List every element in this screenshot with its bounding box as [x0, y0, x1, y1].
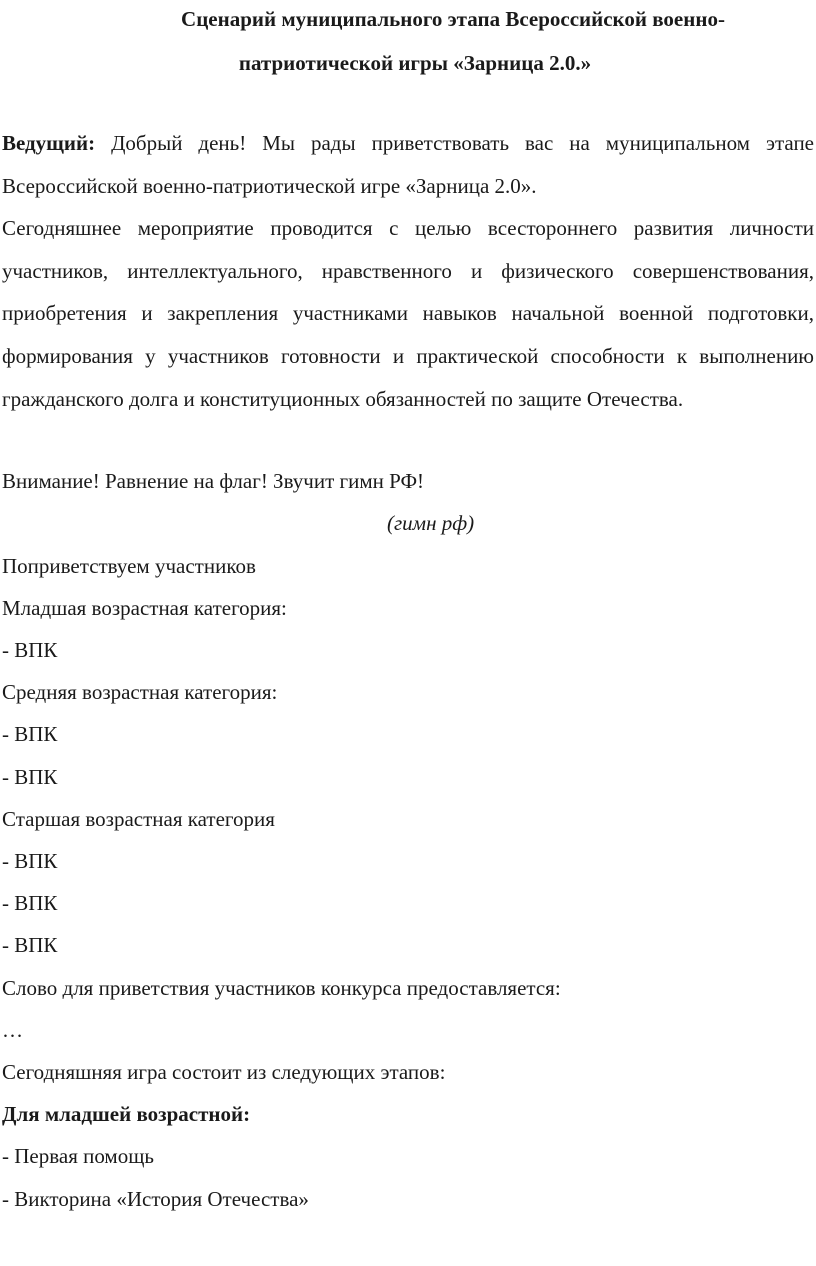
junior-category: Младшая возрастная категория:	[2, 595, 287, 620]
list-item: - ВПК	[2, 891, 58, 916]
blank-line	[2, 84, 814, 122]
list-item: - ВПК	[2, 764, 58, 789]
ellipsis-line: …	[2, 1017, 23, 1042]
middle-category: Средняя возрастная категория:	[2, 680, 278, 705]
title-line-1: Сценарий муниципального этапа Всероссийской военно-	[181, 7, 725, 31]
list-item: - Первая помощь	[2, 1144, 154, 1169]
host-paragraph	[2, 122, 814, 207]
anthem-note: (гимн рф)	[387, 511, 475, 536]
blank-line	[2, 420, 814, 460]
junior-stages-heading: Для младшей возрастной:	[2, 1102, 251, 1127]
document-title	[2, 0, 814, 84]
list-item: - ВПК	[2, 933, 58, 958]
host-label: Ведущий:	[2, 131, 96, 155]
list-item: - ВПК	[2, 848, 58, 873]
stages-intro: Сегодняшняя игра состоит из следующих этапов:	[2, 1060, 446, 1084]
greet-line: Поприветствуем участников	[2, 553, 256, 578]
speech-line: Слово для приветствия участников конкурса предоставляется:	[2, 975, 561, 1000]
list-item: - ВПК	[2, 637, 58, 662]
list-item: - ВПК	[2, 722, 58, 747]
senior-category: Старшая возрастная категория	[2, 806, 275, 831]
attention-line: Внимание! Равнение на флаг! Звучит гимн РФ!	[2, 469, 425, 494]
purpose-paragraph: Сегодняшнее мероприятие проводится с целью всестороннего развития личности участников, интеллектуального, нравственного и физического совершенствования, приобретения и закрепления участниками навыков начальной военной подготовки, формирования у участников готовности и практической способности к выполнению гражданского долга и конституционных обязанностей по защите Отечества.	[2, 216, 814, 411]
title-line-2: патриотической игры «Зарница 2.0.»	[238, 51, 592, 75]
host-text: Добрый день! Мы рады приветствовать вас на муниципальном этапе Всероссийской военно-патриотической игре «Зарница 2.0».	[2, 131, 814, 198]
list-item: - Викторина «История Отечества»	[2, 1186, 309, 1211]
